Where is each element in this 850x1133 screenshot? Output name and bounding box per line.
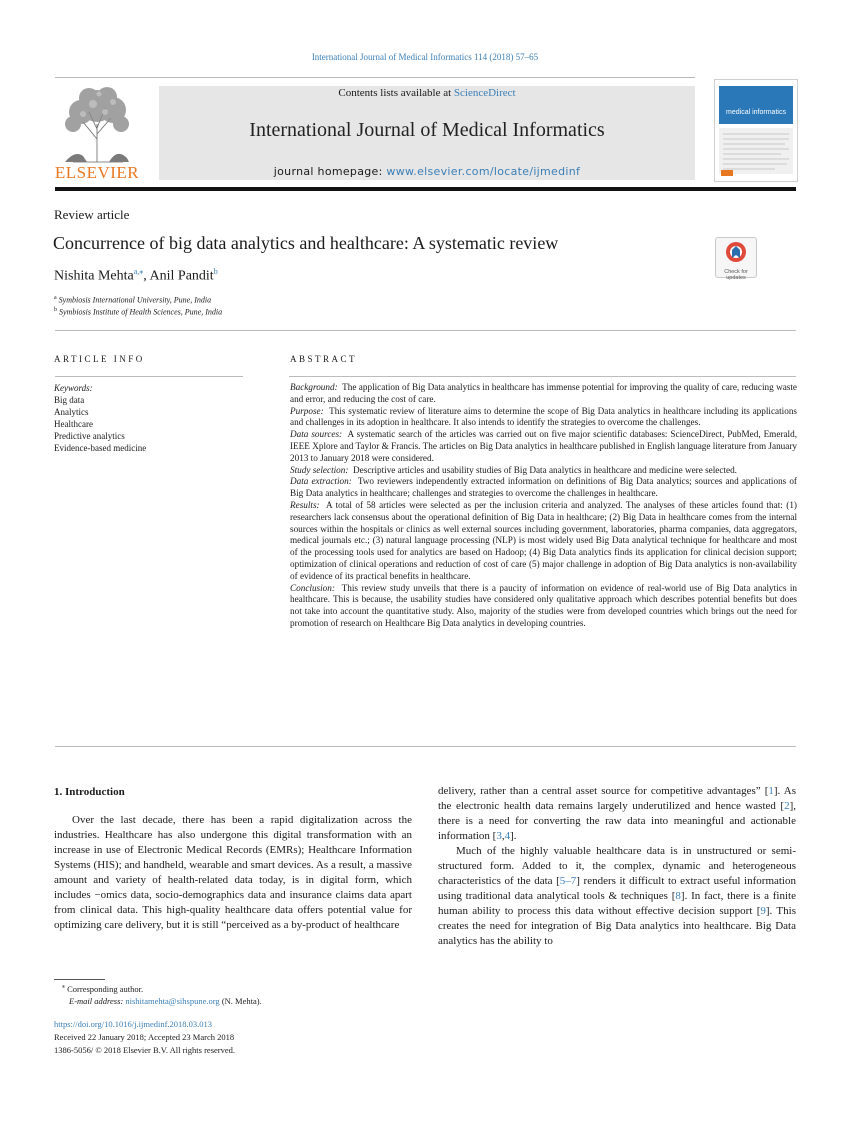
check-updates-icon xyxy=(724,240,748,264)
journal-cover-image xyxy=(715,80,797,181)
elsevier-tree-icon xyxy=(53,84,141,180)
received-line: Received 22 January 2018; Accepted 23 March 2018 xyxy=(54,1032,235,1042)
copyright-line: 1386-5056/ © 2018 Elsevier B.V. All rights reserved. xyxy=(54,1045,236,1055)
journal-reference[interactable]: International Journal of Medical Informatics 114 (2018) 57–65 xyxy=(311,52,539,62)
footnote-mark: ⁎ xyxy=(62,984,65,990)
affiliation-text: Symbiosis International University, Pune, India xyxy=(58,295,212,305)
footnote-text: Corresponding author. xyxy=(67,983,144,994)
abstract-text: A systematic search of the articles was carried out on five major scientific databases: ScienceDirect, PubMed, Emerald, IEEE Xplore and Taylor & Francis. The articles on Big Data analytics in healthcare published in English language literature from January 2013 to January 2018 were considered. xyxy=(290,429,797,463)
body-text: ]. As the electronic health data remains largely underutilized and hence wasted [ xyxy=(438,785,796,812)
body-paragraph: Over the last decade, there has been a rapid digitalization across the industries. Healthcare has also undergone this digital transformation with an increase in use of Electronic Medical Records (EMRs); Healthcare Information Systems (HIS); and handheld, wearable and smart devices. As a result, a massive amount and variety of health-related data today, is in digital form, which includes −omics data, socio-demographics data and insurance claims data apart from clinical data. This high-quality healthcare data offers potential value for optimizing care delivery, but it is still “perceived as a by-product of healthcare xyxy=(54,814,412,931)
article-info-rule xyxy=(55,376,243,377)
abstract-label: Data extraction: xyxy=(290,476,352,487)
affiliation-mark: a xyxy=(54,295,57,301)
abstract-text: This review study unveils that there is a paucity of information on evidence of real-world use of Big Data analytics in healthcare. This is because, the usability studies have considered only qualitative approach which describes potential benefits but does not take into account the quantitative study. Also, majority of the studies were from developed countries which brings out the need for promotion of research on Healthcare Big Data analytics in developing countries. xyxy=(290,582,797,628)
author-affil-mark[interactable]: b xyxy=(213,267,218,276)
keywords-label: Keywords: xyxy=(54,383,93,393)
affiliation xyxy=(54,295,211,305)
abstract-rule xyxy=(289,376,796,377)
citation-link[interactable]: 3 xyxy=(496,830,502,842)
citation-link[interactable]: 8 xyxy=(675,890,681,902)
check-updates-label: Check for updates xyxy=(724,269,748,281)
publisher-wordmark: ELSEVIER xyxy=(54,163,140,180)
body-column-right xyxy=(438,784,796,949)
abstract-section xyxy=(290,500,797,583)
journal-homepage xyxy=(159,165,695,178)
abstract-label: Conclusion: xyxy=(290,582,335,593)
masthead-rule xyxy=(55,187,796,191)
affiliation xyxy=(54,307,222,317)
abstract-section xyxy=(290,429,797,464)
email-label: E-mail address: xyxy=(69,996,124,1006)
body-text: ]. This creates the need for integration of Big Data analytics into healthcare. Big Data analytics has the ability to xyxy=(438,905,796,947)
author-name: Nishita Mehta xyxy=(54,268,134,284)
author-name: Anil Pandit xyxy=(149,268,214,284)
citation-link[interactable]: 2 xyxy=(784,800,790,812)
journal-cover[interactable] xyxy=(714,79,798,182)
body-text: ]. In fact, there is a finite human ability to process this data without effective decision support [ xyxy=(438,890,796,917)
body-text: ], there is a need for converting the raw data into meaningful and actionable information [ xyxy=(438,800,796,842)
abstract-heading: ABSTRACT xyxy=(290,354,358,364)
abstract-end-rule xyxy=(55,746,796,747)
abstract-text: Two reviewers independently extracted information on definitions of Big Data analytics; sources and applications of Big Data analytics in healthcare; challenges and strategies to overcome the challenges in healthcare. xyxy=(290,476,797,499)
abstract-label: Results: xyxy=(290,499,320,510)
citation-link[interactable]: 1 xyxy=(768,785,774,797)
homepage-link[interactable]: www.elsevier.com/locate/ijmedinf xyxy=(386,165,581,178)
journal-title: International Journal of Medical Informatics xyxy=(249,119,605,141)
abstract-section xyxy=(290,476,797,500)
contents-line xyxy=(159,87,695,99)
citation-link[interactable]: 5–7 xyxy=(559,875,577,887)
abstract-text: The application of Big Data analytics in healthcare has immense potential for improving the quality of care, reducing waste and error, and reducing the cost of care. xyxy=(290,382,797,404)
section-heading-introduction: 1. Introduction xyxy=(54,786,125,798)
citation-link[interactable]: 4 xyxy=(504,830,511,842)
abstract-section xyxy=(290,406,797,430)
author-separator: , xyxy=(143,268,150,284)
affiliation-text: Symbiosis Institute of Health Sciences, Pune, India xyxy=(59,307,223,317)
elsevier-logo xyxy=(53,84,141,180)
author-list xyxy=(54,267,218,285)
doi-link[interactable]: https://doi.org/10.1016/j.ijmedinf.2018.03.013 xyxy=(54,1019,213,1029)
sciencedirect-link[interactable]: ScienceDirect xyxy=(453,87,516,99)
abstract-text: A total of 58 articles were selected as per the inclusion criteria and analyzed. The analyses of these articles found that: (1) researchers lack consensus about the operational definition of Big Data in healthcare; (2) Big Data in healthcare comes from the internal sources within the hospitals or clinics as well external sources including government, laboratories, pharma companies, data aggregators, medical journals etc.; (3) natural language processing (NLP) is most widely used Big Data analytical technique for healthcare and most of the processing tools used for analytics are based on Hadoop; (4) Big Data analytics finds its application for clinical decision support; optimization of clinical operations and reduction of cost of care (5) major challenge in adoption of Big Data analytics is non-availability of evidence of its practical benefits in healthcare. xyxy=(290,499,797,581)
body-text: ]. xyxy=(510,830,517,842)
email-note xyxy=(69,996,262,1006)
email-owner: (N. Mehta). xyxy=(221,996,262,1006)
keyword: Predictive analytics xyxy=(54,431,125,441)
doi-line xyxy=(54,1019,212,1029)
abstract-label: Background: xyxy=(290,382,338,392)
body-text: delivery, rather than a central asset source for competitive advantages” [ xyxy=(438,785,769,797)
email-link[interactable]: nishitamehta@sihspune.org xyxy=(125,996,220,1006)
cover-title: medical informatics xyxy=(726,109,786,116)
body-paragraph xyxy=(438,844,796,949)
affiliation-mark: b xyxy=(54,307,57,313)
article-type: Review article xyxy=(54,207,130,222)
abstract-body xyxy=(290,382,797,630)
keyword: Big data xyxy=(54,395,85,405)
header-rule xyxy=(55,77,695,78)
homepage-prefix: journal homepage: xyxy=(273,165,387,178)
abstract-section xyxy=(290,382,797,406)
keyword: Healthcare xyxy=(54,419,93,429)
keyword: Analytics xyxy=(54,407,89,417)
author-affil-mark[interactable]: a,⁎ xyxy=(133,267,144,276)
article-info-heading: ARTICLE INFO xyxy=(54,354,145,364)
footnote-rule xyxy=(54,979,105,980)
body-text: ] renders it difficult to extract useful information using traditional data analytical tools & techniques [ xyxy=(438,875,796,902)
abstract-text: Descriptive articles and usability studies of Big Data analytics in healthcare and medicine were selected. xyxy=(353,464,737,475)
body-paragraph xyxy=(438,784,796,844)
body-text: Much of the highly valuable healthcare data is in unstructured or semi-structured form. Added to it, the complex, dynamic and heterogeneous characteristics of the data [ xyxy=(438,845,796,887)
body-text: , xyxy=(501,830,505,842)
citation-link[interactable]: 9 xyxy=(760,905,766,917)
abstract-section xyxy=(290,465,797,477)
section-rule xyxy=(55,330,796,331)
abstract-text: This systematic review of literature aims to determine the scope of Big Data analytics in healthcare including its applications and challenges in its adoption in healthcare. It also intends to identify the strategies to overcome the challenges. xyxy=(290,405,798,428)
contents-prefix: Contents lists available at xyxy=(338,87,454,99)
abstract-label: Data sources: xyxy=(290,429,343,440)
keyword: Evidence-based medicine xyxy=(54,443,147,453)
abstract-section xyxy=(290,583,797,630)
check-for-updates-badge[interactable] xyxy=(715,237,757,281)
body-column-left xyxy=(54,813,412,933)
article-title: Concurrence of big data analytics and healthcare: A systematic review xyxy=(53,233,559,253)
corresponding-author-note xyxy=(62,983,143,994)
abstract-label: Study selection: xyxy=(290,464,349,475)
abstract-label: Purpose: xyxy=(290,405,324,416)
